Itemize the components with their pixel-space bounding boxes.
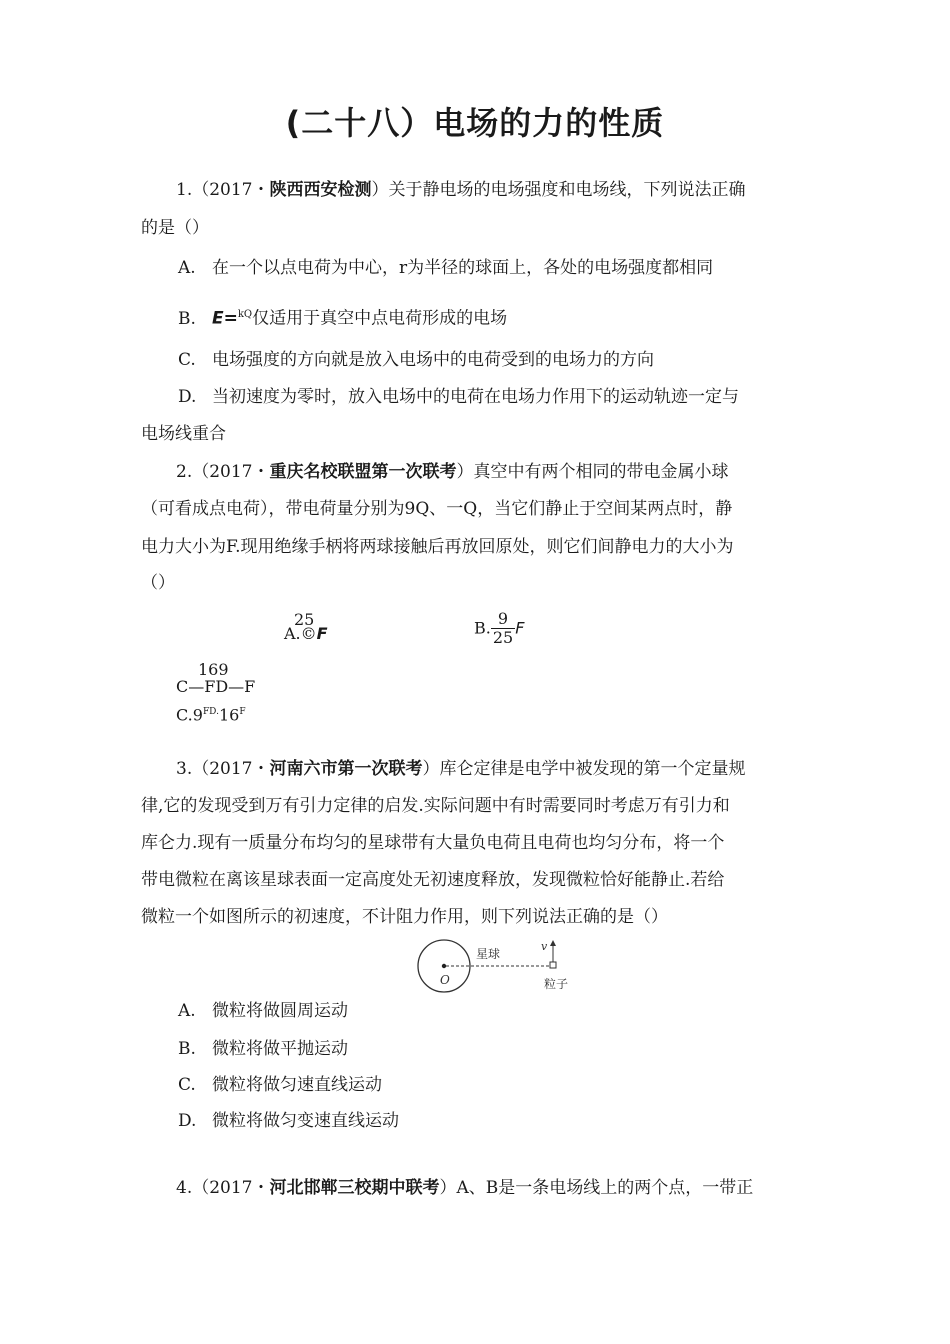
velocity-label: v	[541, 940, 548, 953]
q4-source-suffix: ）	[439, 1178, 457, 1198]
q2-option-a-sup: 25	[294, 610, 315, 629]
q3-option-b	[178, 1037, 348, 1061]
force-f: F	[515, 618, 525, 638]
option-letter: A.	[178, 1001, 196, 1021]
option-letter: C.	[178, 350, 196, 370]
option-letter: C.	[178, 1075, 196, 1095]
q2-stem-line1	[176, 460, 729, 484]
option-letter: B.	[474, 618, 491, 638]
q3-source-suffix: ）	[422, 759, 440, 779]
q2-stem-line4: （）	[141, 573, 175, 593]
planet-label: 星球	[476, 947, 501, 961]
option-letter: D.	[178, 387, 197, 407]
q2-source-suffix: ）	[456, 462, 474, 482]
option-sup: FD.	[202, 707, 219, 717]
option-value: 16	[218, 705, 240, 725]
q2-option-c-mid: C—FD—F	[176, 677, 256, 696]
formula-e: E=	[212, 308, 238, 329]
q3-option-c	[178, 1073, 382, 1097]
center-label: O	[440, 973, 450, 987]
q3-source: 河南六市第一次联考	[269, 759, 423, 779]
option-letter: C.9	[176, 705, 203, 725]
q1-option-d-cont: 电场线重合	[141, 424, 226, 444]
q1-stem-line1	[176, 178, 746, 202]
q1-source-suffix: ）	[371, 180, 389, 200]
formula-kq: kQ	[237, 309, 253, 320]
q2-source-prefix: （2017・	[192, 462, 270, 482]
fraction-numerator: 9	[491, 610, 515, 629]
q2-option-c-top: 169	[198, 660, 229, 679]
option-text: 在一个以点电荷为中心，r为半径的球面上，各处的电场强度都相同	[212, 258, 714, 278]
q2-stem-line2: （可看成点电荷），带电荷量分别为9Q、一Q，当它们静止于空间某两点时，静	[141, 499, 733, 519]
q2-option-a	[284, 622, 328, 646]
option-text: 微粒将做匀变速直线运动	[212, 1111, 399, 1131]
q4-source: 河北邯郸三校期中联考	[269, 1178, 440, 1198]
q3-source-prefix: （2017・	[192, 759, 270, 779]
q2-option-b	[474, 610, 524, 647]
q2-option-cd	[176, 700, 246, 727]
option-text: 微粒将做圆周运动	[212, 1001, 348, 1021]
q3-stem-line5: 微粒一个如图所示的初速度，不计阻力作用，则下列说法正确的是（）	[141, 907, 668, 927]
particle-label: 粒子	[544, 977, 569, 991]
q2-number: 2.	[176, 462, 193, 482]
q1-option-c	[178, 348, 654, 372]
option-text: 电场强度的方向就是放入电场中的电荷受到的电场力的方向	[212, 350, 654, 370]
q1-stem-line2: 的是（）	[141, 218, 209, 238]
planet-particle-figure	[412, 936, 584, 994]
particle-square	[550, 962, 556, 968]
fraction	[491, 610, 515, 647]
q3-stem-line4: 带电微粒在离该星球表面一定高度处无初速度释放，发现微粒恰好能静止.若给	[141, 870, 725, 890]
fraction-denominator: 25	[492, 628, 514, 647]
q1-option-a	[178, 256, 713, 280]
option-letter: B.	[178, 308, 196, 329]
q3-stem-line3: 库仑力.现有一质量分布均匀的星球带有大量负电荷且电荷也均匀分布，将一个	[141, 833, 725, 853]
q3-stem-line2: 律,它的发现受到万有引力定律的启发.实际问题中有时需要同时考虑万有引力和	[141, 796, 730, 816]
q3-number: 3.	[176, 759, 193, 779]
q2-stem-line3: 电力大小为F.现用绝缘手柄将两球接触后再放回原处，则它们间静电力的大小为	[141, 537, 734, 557]
q1-option-b	[178, 303, 507, 331]
planet-center-dot	[442, 964, 446, 968]
option-symbol: ©	[300, 624, 317, 643]
option-text: 当初速度为零时，放入电场中的电荷在电场力作用下的运动轨迹一定与	[212, 387, 739, 407]
q4-stem-line1	[176, 1176, 753, 1200]
option-text: 微粒将做匀速直线运动	[212, 1075, 382, 1095]
q4-source-prefix: （2017・	[192, 1178, 270, 1198]
q2-stem-text: 真空中有两个相同的带电金属小球	[473, 462, 729, 482]
q3-option-a	[178, 999, 348, 1023]
q3-option-d	[178, 1109, 399, 1133]
q1-number: 1.	[176, 180, 193, 200]
option-letter: A.	[178, 258, 196, 278]
velocity-arrowhead	[550, 940, 556, 946]
option-letter: D.	[178, 1111, 197, 1131]
option-text: 仅适用于真空中点电荷形成的电场	[252, 308, 508, 329]
q2-source: 重庆名校联盟第一次联考	[269, 462, 457, 482]
option-sup: F	[239, 707, 246, 717]
option-letter: B.	[178, 1039, 196, 1059]
page-title: (二十八）电场的力的性质	[285, 104, 665, 142]
q1-stem-text: 关于静电场的电场强度和电场线，下列说法正确	[388, 180, 746, 200]
option-text: 微粒将做平抛运动	[212, 1039, 348, 1059]
q3-stem-text: 库仑定律是电学中被发现的第一个定量规	[439, 759, 746, 779]
q1-source: 陕西西安检测	[269, 180, 372, 200]
q4-stem-text: A、B是一条电场线上的两个点，一带正	[456, 1178, 754, 1198]
q4-number: 4.	[176, 1178, 193, 1198]
option-letter: A.	[284, 624, 301, 643]
q3-stem-line1	[176, 757, 746, 781]
q1-source-prefix: （2017・	[192, 180, 270, 200]
force-f: F	[316, 624, 328, 643]
q1-option-d	[178, 385, 739, 409]
